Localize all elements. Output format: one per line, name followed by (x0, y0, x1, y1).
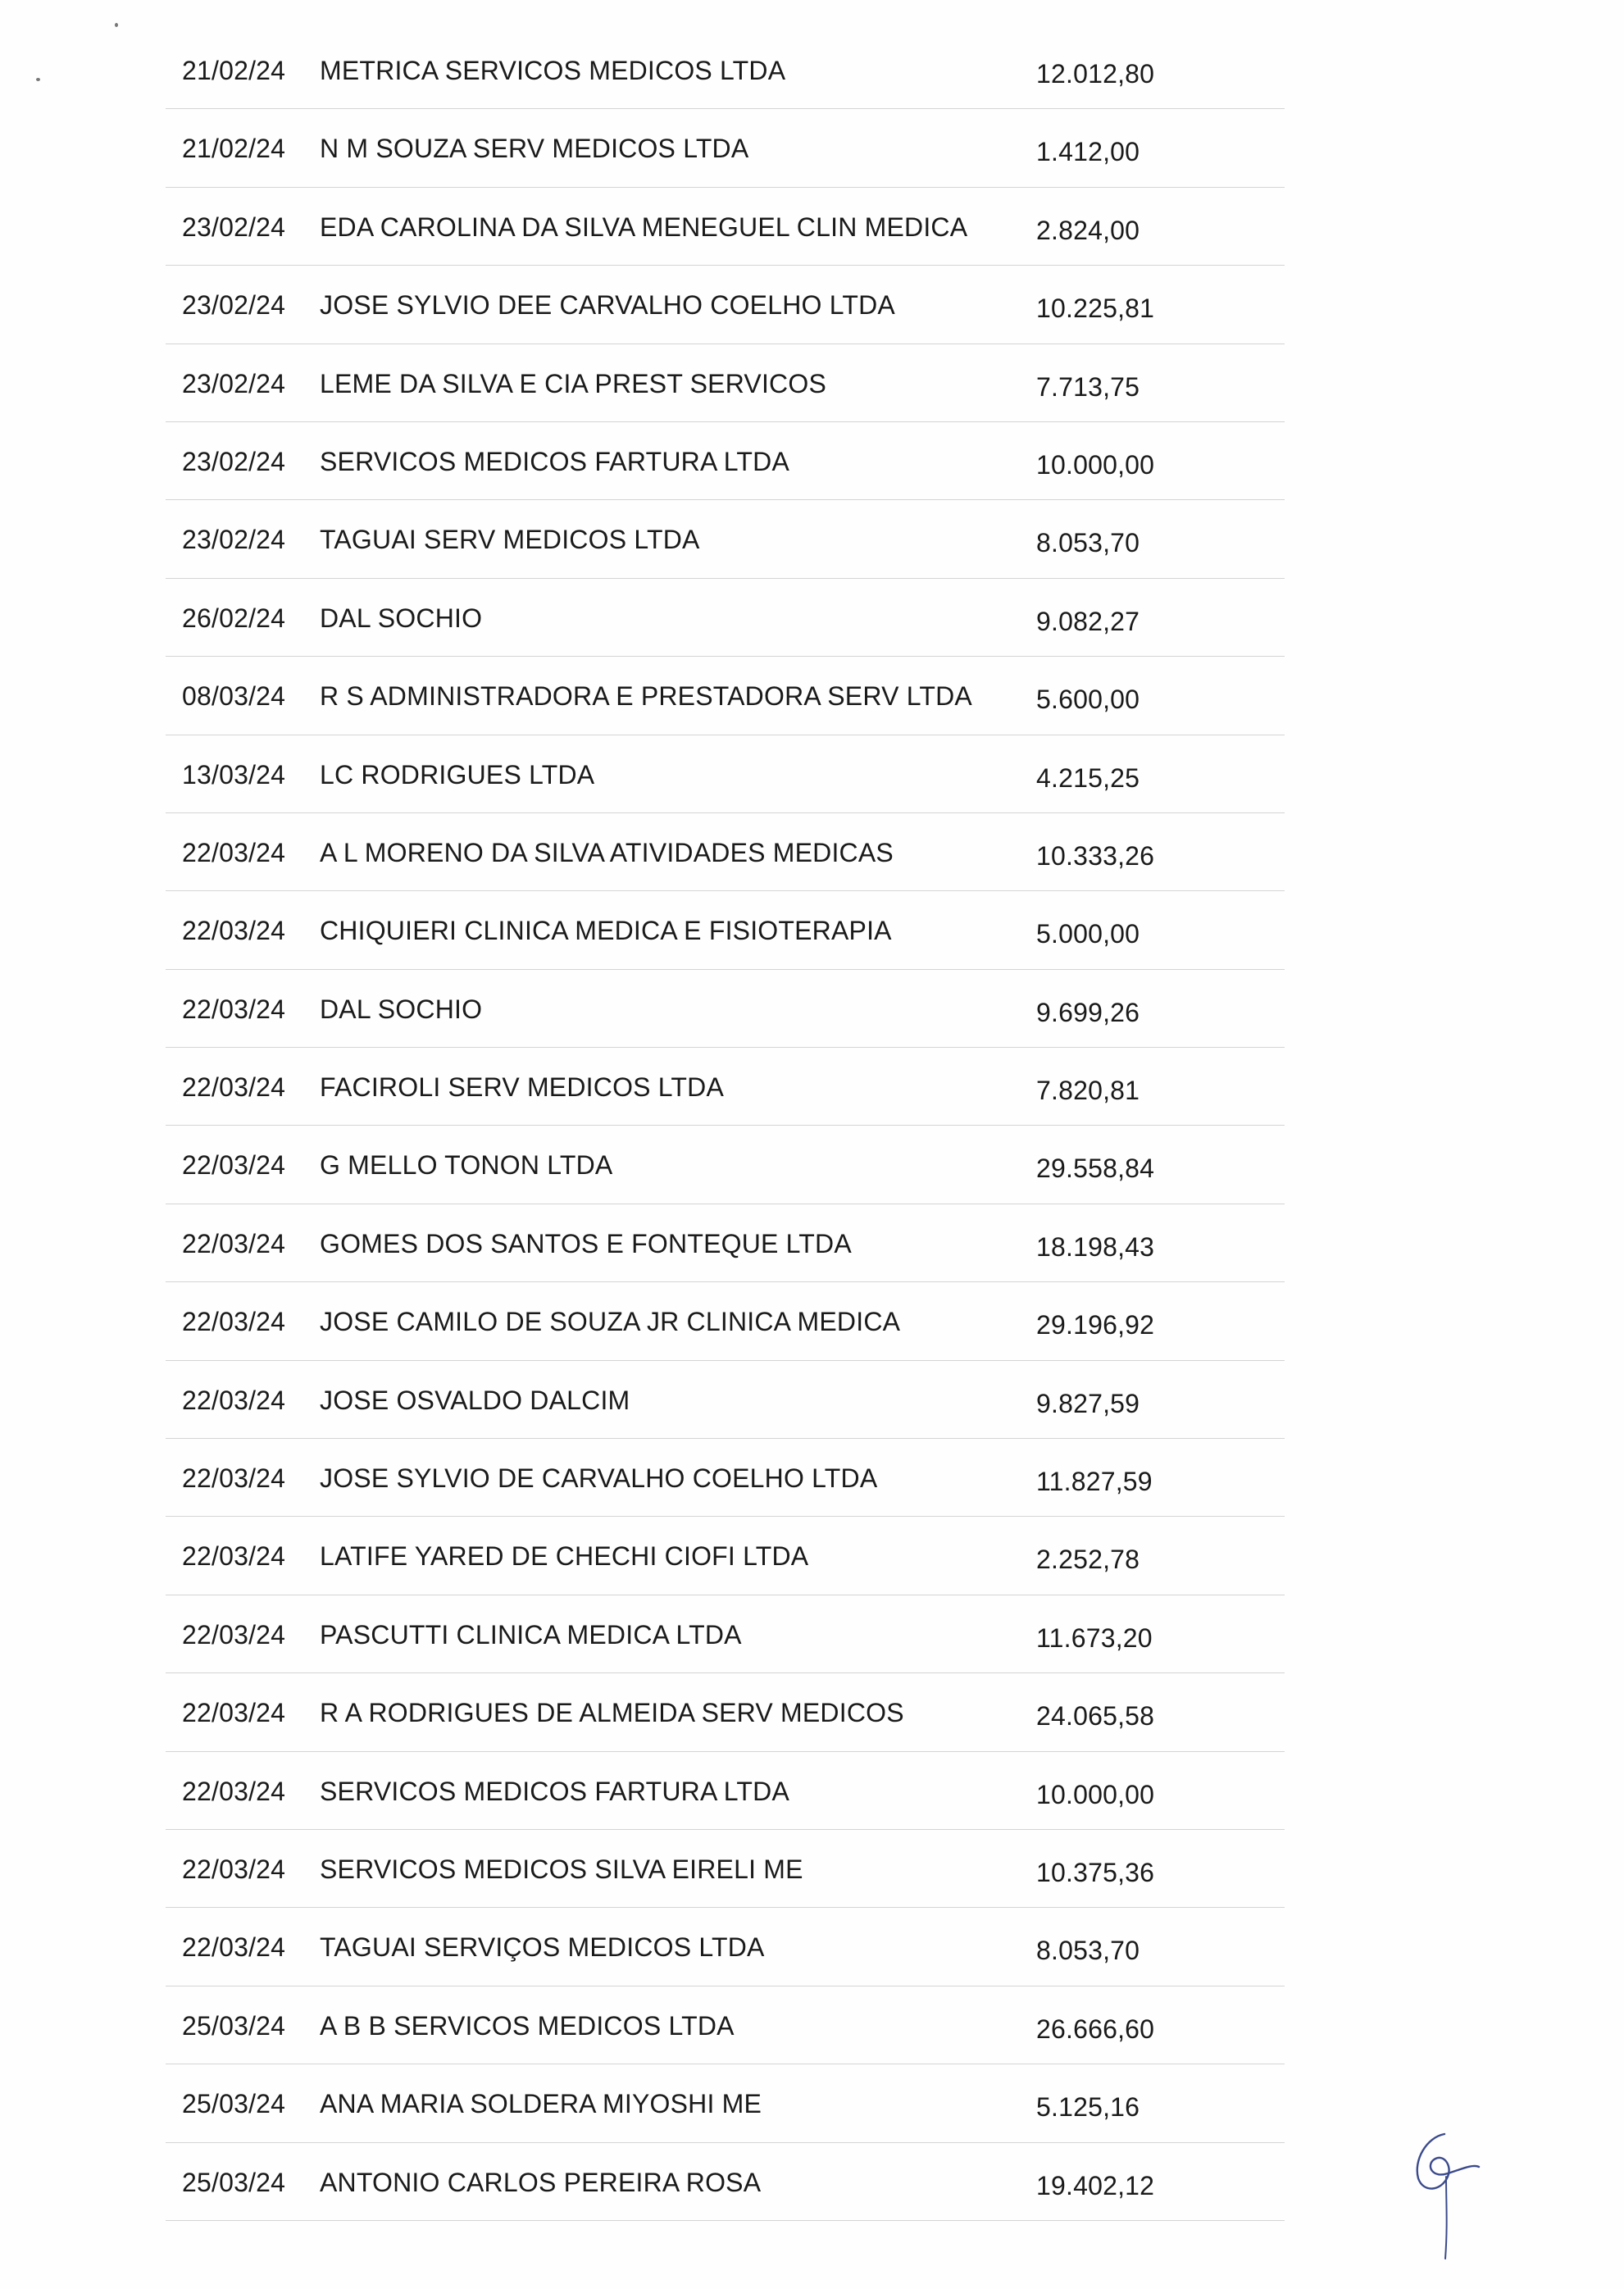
payment-date: 22/03/24 (182, 994, 286, 1024)
payment-date: 22/03/24 (182, 837, 286, 867)
payment-amount: 5.600,00 (1036, 685, 1140, 715)
payee-name: PASCUTTI CLINICA MEDICA LTDA (320, 1619, 742, 1650)
payee-name: JOSE SYLVIO DEE CARVALHO COELHO LTDA (320, 290, 895, 321)
payment-amount: 29.558,84 (1036, 1154, 1155, 1184)
payment-amount: 8.053,70 (1036, 528, 1140, 558)
payee-name: SERVICOS MEDICOS SILVA EIRELI ME (320, 1854, 803, 1884)
payee-name: TAGUAI SERV MEDICOS LTDA (320, 525, 700, 555)
payment-date: 22/03/24 (182, 1932, 286, 1963)
payee-name: EDA CAROLINA DA SILVA MENEGUEL CLIN MEDICA (320, 212, 968, 242)
payment-date: 22/03/24 (182, 916, 286, 946)
payment-date: 22/03/24 (182, 1385, 286, 1415)
table-row (166, 1361, 1285, 1439)
table-row (166, 657, 1285, 735)
payment-amount: 19.402,12 (1036, 2170, 1155, 2200)
table-row (166, 500, 1285, 578)
table-row (166, 344, 1285, 422)
payment-date: 22/03/24 (182, 1463, 286, 1494)
payment-amount: 5.000,00 (1036, 919, 1140, 949)
table-row (166, 266, 1285, 344)
table-row (166, 109, 1285, 187)
payment-date: 23/02/24 (182, 368, 286, 398)
table-row (166, 813, 1285, 891)
payments-table (166, 31, 1285, 2221)
payment-amount: 29.196,92 (1036, 1310, 1155, 1340)
table-row (166, 1439, 1285, 1517)
payment-amount: 4.215,25 (1036, 762, 1140, 793)
payment-date: 08/03/24 (182, 681, 286, 712)
payment-date: 13/03/24 (182, 759, 286, 790)
payee-name: A L MORENO DA SILVA ATIVIDADES MEDICAS (320, 837, 894, 867)
payment-amount: 10.225,81 (1036, 294, 1155, 324)
payment-amount: 9.699,26 (1036, 997, 1140, 1027)
payment-amount: 1.412,00 (1036, 137, 1140, 167)
payee-name: LC RODRIGUES LTDA (320, 759, 595, 790)
payee-name: G MELLO TONON LTDA (320, 1150, 613, 1181)
payee-name: ANTONIO CARLOS PEREIRA ROSA (320, 2167, 762, 2197)
payee-name: CHIQUIERI CLINICA MEDICA E FISIOTERAPIA (320, 916, 892, 946)
payment-date: 22/03/24 (182, 1698, 286, 1728)
table-row (166, 1595, 1285, 1673)
payment-amount: 18.198,43 (1036, 1231, 1155, 1262)
payee-name: JOSE SYLVIO DE CARVALHO COELHO LTDA (320, 1463, 878, 1494)
payment-date: 22/03/24 (182, 1072, 286, 1103)
payment-date: 22/03/24 (182, 1541, 286, 1572)
table-row (166, 1986, 1285, 2064)
payment-amount: 11.827,59 (1036, 1467, 1153, 1497)
payee-name: SERVICOS MEDICOS FARTURA LTDA (320, 446, 790, 476)
payment-amount: 10.333,26 (1036, 840, 1155, 871)
scan-speck (36, 78, 40, 81)
payee-name: R A RODRIGUES DE ALMEIDA SERV MEDICOS (320, 1698, 904, 1728)
payee-name: SERVICOS MEDICOS FARTURA LTDA (320, 1776, 790, 1806)
payee-name: METRICA SERVICOS MEDICOS LTDA (320, 56, 786, 85)
table-row (166, 1830, 1285, 1908)
payment-date: 26/02/24 (182, 603, 286, 633)
table-row (166, 2143, 1285, 2221)
table-row (166, 1126, 1285, 1204)
table-row (166, 1048, 1285, 1126)
table-row (166, 735, 1285, 813)
payment-amount: 7.820,81 (1036, 1076, 1140, 1106)
payment-date: 22/03/24 (182, 1619, 286, 1650)
payee-name: LATIFE YARED DE CHECHI CIOFI LTDA (320, 1541, 809, 1572)
payment-date: 25/03/24 (182, 2089, 286, 2119)
payee-name: TAGUAI SERVIÇOS MEDICOS LTDA (320, 1932, 765, 1963)
payee-name: DAL SOCHIO (320, 994, 483, 1024)
table-row (166, 970, 1285, 1048)
table-row (166, 1517, 1285, 1595)
table-row (166, 31, 1285, 109)
payment-amount: 9.082,27 (1036, 606, 1140, 636)
payment-date: 23/02/24 (182, 525, 286, 555)
payment-date: 23/02/24 (182, 446, 286, 476)
payee-name: R S ADMINISTRADORA E PRESTADORA SERV LTDA (320, 681, 972, 712)
payment-date: 23/02/24 (182, 212, 286, 242)
payment-amount: 2.252,78 (1036, 1545, 1140, 1575)
table-row (166, 1673, 1285, 1751)
payment-amount: 5.125,16 (1036, 2092, 1140, 2123)
payment-date: 22/03/24 (182, 1854, 286, 1884)
payee-name: ANA MARIA SOLDERA MIYOSHI ME (320, 2089, 762, 2119)
table-row (166, 188, 1285, 266)
table-row (166, 1204, 1285, 1282)
payment-amount: 11.673,20 (1036, 1622, 1153, 1653)
payee-name: N M SOUZA SERV MEDICOS LTDA (320, 134, 749, 164)
payee-name: GOMES DOS SANTOS E FONTEQUE LTDA (320, 1228, 852, 1258)
payment-amount: 10.375,36 (1036, 1857, 1155, 1887)
payment-amount: 10.000,00 (1036, 1779, 1155, 1809)
payment-date: 22/03/24 (182, 1150, 286, 1181)
payment-date: 22/03/24 (182, 1228, 286, 1258)
payment-date: 22/03/24 (182, 1307, 286, 1337)
payee-name: FACIROLI SERV MEDICOS LTDA (320, 1072, 725, 1103)
payment-date: 21/02/24 (182, 56, 286, 85)
payment-date: 25/03/24 (182, 2010, 286, 2041)
payment-amount: 24.065,58 (1036, 1701, 1155, 1732)
payee-name: JOSE CAMILO DE SOUZA JR CLINICA MEDICA (320, 1307, 901, 1337)
table-row (166, 891, 1285, 969)
table-row (166, 1282, 1285, 1360)
payee-name: DAL SOCHIO (320, 603, 483, 633)
payment-amount: 7.713,75 (1036, 371, 1140, 402)
payment-date: 23/02/24 (182, 290, 286, 321)
payment-date: 22/03/24 (182, 1776, 286, 1806)
payment-amount: 2.824,00 (1036, 215, 1140, 245)
table-row (166, 1908, 1285, 1986)
payment-amount: 9.827,59 (1036, 1388, 1140, 1418)
scan-speck (115, 23, 118, 27)
payment-amount: 26.666,60 (1036, 2014, 1155, 2044)
payee-name: A B B SERVICOS MEDICOS LTDA (320, 2010, 735, 2041)
payment-date: 25/03/24 (182, 2167, 286, 2197)
payment-amount: 10.000,00 (1036, 449, 1155, 480)
payment-amount: 12.012,80 (1036, 59, 1155, 89)
table-row (166, 1752, 1285, 1830)
table-row (166, 2064, 1285, 2142)
table-row (166, 422, 1285, 500)
table-row (166, 579, 1285, 657)
payee-name: LEME DA SILVA E CIA PREST SERVICOS (320, 368, 827, 398)
handwritten-signature-icon (1394, 2127, 1484, 2267)
payee-name: JOSE OSVALDO DALCIM (320, 1385, 630, 1415)
payment-amount: 8.053,70 (1036, 1936, 1140, 1966)
payment-date: 21/02/24 (182, 134, 286, 164)
